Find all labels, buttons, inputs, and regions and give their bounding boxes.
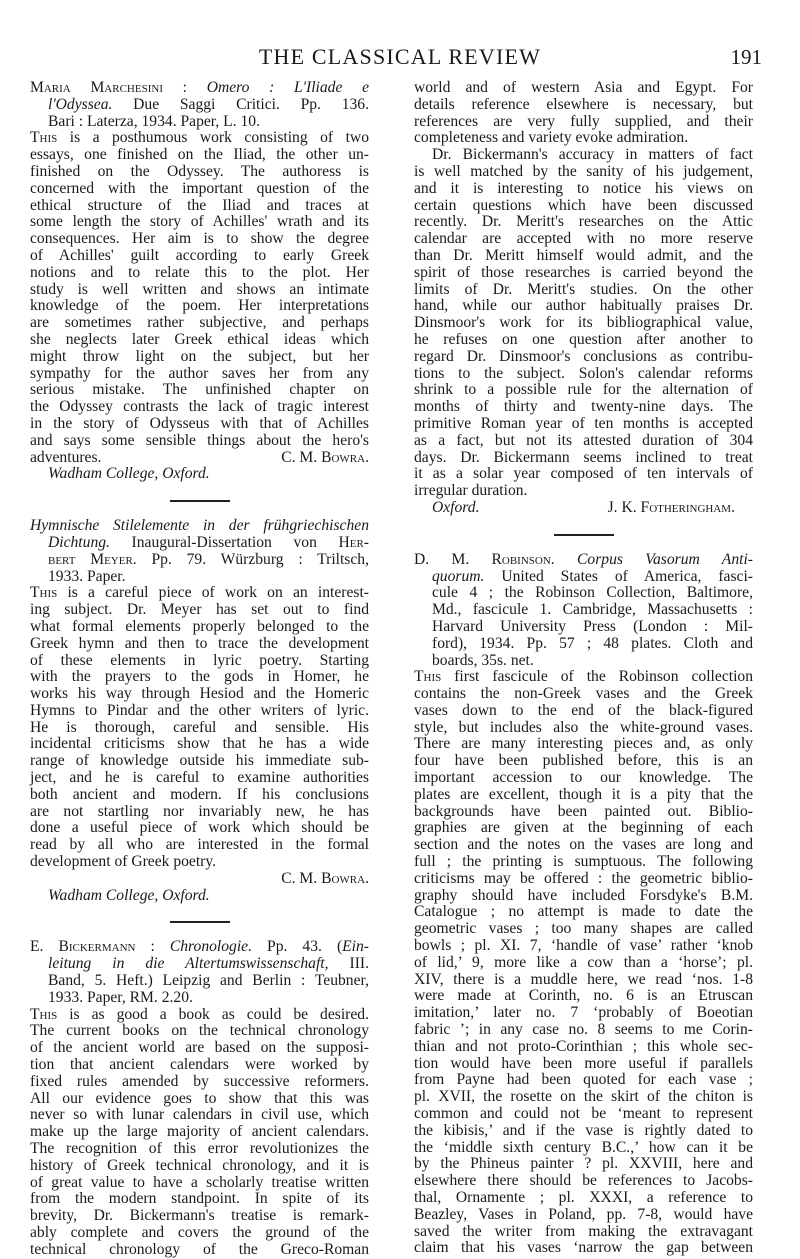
text-line: as a fact, but not its attested duration of 304 [414,431,753,449]
review-robinson [414,552,753,1257]
text-line: XIV, there is a muddle here, we read ‘nos. 1-8 [414,970,753,988]
reviewer-affiliation: Wadham College, Oxford. [48,465,210,483]
text-line: read by all who are interested in the formal [30,836,369,854]
text-line: thian and not proto-Corinthian ; this whole sec- [414,1037,753,1055]
text-line: make up the large majority of ancient calendars. [30,1123,369,1141]
text-line: history of Greek technical chronology, and it is [30,1156,369,1174]
text-line: graphy should have included Forsdyke's B.M. [414,886,753,904]
text-line: section and the notes on the vases are long and [414,836,753,854]
text-line: contains the non-Greek vases and the Greek [414,685,753,703]
text-line: fabric ’; in any case no. 8 seems to me Corin- [414,1021,753,1039]
heading-line: Bari : Laterza, 1934. Paper, L. 10. [48,112,260,130]
text-line: serious mistake. The unfinished chapter on [30,381,369,399]
text-line: concerned with the important question of the [30,179,369,197]
text-line: claim that his vases ‘narrow the gap between [414,1239,753,1257]
review-body [30,585,369,854]
text-line: might throw light on the subject, but her [30,347,369,365]
section-divider [554,534,614,536]
reviewer-signature: C. M. Bowra. [281,869,369,887]
text-line: the Odyssey contrasts the lack of tragic interest [30,398,369,416]
signature-row [414,500,753,517]
reviewer-signature: J. K. Fotheringham. [607,498,735,516]
heading-line: ford), 1934. Pp. 57 ; 48 plates. Cloth and [432,634,753,652]
review-heading [414,552,753,670]
text-line: common and could not be ‘meant to represent [414,1105,753,1123]
text-line: with the prayers to the gods in Homer, he [30,668,369,686]
text-line: range of knowledge outside his immediate sub- [30,752,369,770]
review-bickermann [30,939,369,1258]
text-line: backgrounds have been painted out. Biblio- [414,802,753,820]
text-line: recently. Dr. Meritt's researches on the Attic [414,213,753,231]
reviewer-affiliation: Oxford. [432,498,480,516]
text-line: imitation,’ later no. 7 ‘probably of Boeotian [414,1004,753,1022]
text-line: saved the writer from making the extravagant [414,1222,753,1240]
signature-row [30,871,369,888]
text-line: bowls ; pl. XI. 7, ‘handle of vase’ rather ‘knob [414,937,753,955]
text-line: by the Phineus painter ? pl. XXVIII, here and [414,1155,753,1173]
heading-line: Band, 5. Heft.) Leipzig and Berlin : Teubner, [48,972,369,990]
text-line: never so with lunar calendars in civil use, which [30,1106,369,1124]
text-line: All our evidence goes to show that this was [30,1089,369,1107]
text-line: This first fascicule of the Robinson collection [414,668,753,686]
heading-line: leitung in die Altertumswissenschaft, III. [48,955,369,973]
text-line: four have been published before, this is an [414,752,753,770]
text-line: were made at Corinth, no. 6 is an Etruscan [414,987,753,1005]
text-line: incidental criticisms show that he has a wide [30,735,369,753]
running-head [0,44,800,74]
text-line: regard Dr. Dinsmoor's conclusions as contribu- [414,347,753,365]
text-line: tion that ancient calendars were worked by [30,1056,369,1074]
text-line: pl. XVII, the rosette on the skirt of the chiton is [414,1088,753,1106]
left-column [30,80,369,1259]
text-line: ethical structure of the Iliad and traces at [30,196,369,214]
review-heading [30,518,369,585]
reviewer-signature: C. M. Bowra. [281,448,369,466]
text-line: full ; the printing is sumptuous. The following [414,853,753,871]
review-body [414,80,753,130]
text-line: of the ancient world are based on the supposi- [30,1039,369,1057]
paragraph-last-line: irregular duration. [414,482,528,500]
heading-line: 1933. Paper, RM. 2.20. [48,988,193,1006]
text-line: are not startling nor invariably new, he has [30,802,369,820]
right-column [414,80,753,1257]
text-line: ject, and he is careful to examine authorities [30,769,369,787]
section-divider [170,921,230,923]
section-divider [170,500,230,502]
text-line: done a useful piece of work which should be [30,819,369,837]
text-line: technical chronology of the Greco-Roman [30,1240,369,1258]
text-line: from the modern standpoint. In spite of its [30,1190,369,1208]
text-line: details reference elsewhere is necessary, but [414,95,753,113]
text-line: calendar are accepted with no more reserve [414,230,753,248]
text-line: The recognition of this error revolutionizes the [30,1140,369,1158]
heading-line: D. M. Robinson. Corpus Vasorum Anti- [414,550,753,568]
text-line: spirit of those researches is carried beyond the [414,263,753,281]
heading-line: Hymnische Stilelemente in der frühgriechischen [30,517,369,535]
text-line: than Dr. Meritt himself would admit, and the [414,246,753,264]
text-line: of lid,’ 9, more like a cow than a ‘horse’; pl. [414,953,753,971]
text-line: Beazley, Vases in Poland, pp. 7-8, would have [414,1205,753,1223]
heading-line: quorum. United States of America, fasci- [432,567,753,585]
review-body [414,669,753,1257]
text-line: knowledge of the poem. Her interpretations [30,297,369,315]
text-line: tion would have been more useful if parallels [414,1054,753,1072]
heading-line: 1933. Paper. [48,567,126,585]
reviewer-affiliation: Wadham College, Oxford. [48,886,210,904]
heading-line: Dichtung. Inaugural-Dissertation von Her- [48,533,369,551]
heading-line: Maria Marchesini : Omero : L'Iliade e [30,79,369,96]
text-line: certain questions which have been discussed [414,196,753,214]
text-line: shrink to a possible rule for the alternation of [414,381,753,399]
text-line: sympathy for the author saves her from any [30,364,369,382]
text-line: of these elements in lyric poetry. Starting [30,651,369,669]
text-line: Catalogue ; no attempt is made to date the [414,903,753,921]
text-line: study is well written and shows an intimate [30,280,369,298]
text-line: primitive Roman year of ten months is accepted [414,414,753,432]
text-line: Dr. Bickermann's accuracy in matters of fact [432,146,753,164]
text-line: and it is interesting to notice his views on [414,179,753,197]
text-line: criticisms may be offered : the geometric biblio- [414,869,753,887]
paragraph-last-line: completeness and variety evoke admiration. [414,129,689,147]
text-line: finished on the Odyssey. The authoress is [30,162,369,180]
text-line: elsewhere there should be references to Jacobs- [414,1172,753,1190]
text-line: consequences. Her aim is to show the degree [30,230,369,248]
text-line: in the story of Odysseus with that of Achilles [30,414,369,432]
text-line: style, but includes also the white-ground vases. [414,718,753,736]
text-line: tions to the subject. Solon's calendar reforms [414,364,753,382]
text-line: graphies are given at the beginning of each [414,819,753,837]
text-line: plates are excellent, though it is a pity that the [414,785,753,803]
last-line: adventures. [30,448,102,466]
text-line: fixed rules amended by successive reformers. [30,1072,369,1090]
review-meyer [30,518,369,904]
text-line: This is a posthumous work consisting of two [30,129,369,147]
review-body-paragraph-2 [414,147,753,483]
text-line: thal, Ornamente ; pl. XXXI, a reference to [414,1189,753,1206]
text-line: There are many interesting pieces and, as only [414,735,753,753]
review-body [30,1007,369,1259]
text-line: the kibisis,’ and if the vase is rightly dated to [414,1121,753,1139]
text-line: ably complete and covers the ground of the [30,1224,369,1241]
heading-line: l'Odyssea. Due Saggi Critici. Pp. 136. [48,95,369,113]
text-line: essays, one finished on the Iliad, the other un- [30,146,369,164]
text-line: geometric vases ; too many shapes are called [414,920,753,938]
text-line: Hymns to Pindar and the other writers of lyric. [30,701,369,719]
text-line: from Payne had been quoted for each vase ; [414,1071,753,1089]
text-line: days. Dr. Bickermann seems inclined to treat [414,448,753,466]
text-line: some length the story of Achilles' wrath and its [30,213,369,231]
text-line: He is thorough, careful and sensible. His [30,718,369,736]
page-number: 191 [730,45,762,69]
text-line: of great value to have a scholarly treatise written [30,1173,369,1191]
text-line: Greek hymn and then to trace the development [30,634,369,652]
text-line: ing subject. Dr. Meyer has set out to find [30,601,369,619]
heading-line: E. Bickermann : Chronologie. Pp. 43. (Ein- [30,938,369,956]
signature-row [30,450,369,467]
review-heading [30,939,369,1006]
text-line: are sometimes rather subjective, and perhaps [30,314,369,332]
heading-line: boards, 35s. net. [432,651,534,669]
heading-line: bert Meyer. Pp. 79. Würzburg : Triltsch, [48,550,369,568]
review-body [30,130,369,449]
text-line: and says some sensible things about the hero's [30,431,369,449]
text-line: both ancient and modern. If his conclusions [30,785,369,803]
text-line: world and of western Asia and Egypt. For [414,79,753,96]
text-line: of Achilles' guilt according to early Greek [30,246,369,264]
text-line: important accession to our knowledge. The [414,769,753,787]
heading-line: cule 4 ; the Robinson Collection, Baltimore, [432,584,753,602]
text-line: This is a careful piece of work on an interest- [30,584,369,602]
heading-line: Md., fascicule 1. Cambridge, Massachusetts : [432,601,753,619]
text-line: references are very fully supplied, and their [414,112,753,130]
text-line: the ‘middle sixth century B.C.,’ how can it be [414,1138,753,1156]
review-marchesini [30,80,369,483]
text-line: is well matched by the sanity of his judgement, [414,162,753,180]
text-line: This is as good a book as could be desired. [30,1005,369,1023]
text-line: he refuses on one question after another to [414,330,753,348]
text-line: limits of Dr. Meritt's studies. On the other [414,280,753,298]
text-line: it as a solar year composed of ten intervals of [414,465,753,483]
text-line: works his way through Hesiod and the Homeric [30,685,369,703]
text-line: hand, while our author habitually praises Dr. [414,297,753,315]
text-line: The current books on the technical chronology [30,1022,369,1040]
review-bickermann-continued [414,80,753,517]
review-heading [30,80,369,130]
text-line: brevity, Dr. Bickermann's treatise is remark- [30,1207,369,1225]
text-line: she neglects later Greek ethical ideas which [30,330,369,348]
heading-line: Harvard University Press (London : Mil- [432,617,753,635]
journal-title: THE CLASSICAL REVIEW [258,44,542,69]
last-line: development of Greek poetry. [30,853,217,871]
text-line: months of thirty and twenty-nine days. The [414,398,753,416]
text-line: what formal elements properly belonged to the [30,617,369,635]
text-line: Dinsmoor's work for its bibliographical value, [414,314,753,332]
text-line: vases down to the end of the black-figured [414,701,753,719]
text-line: notions and to relate this to the plot. Her [30,263,369,281]
